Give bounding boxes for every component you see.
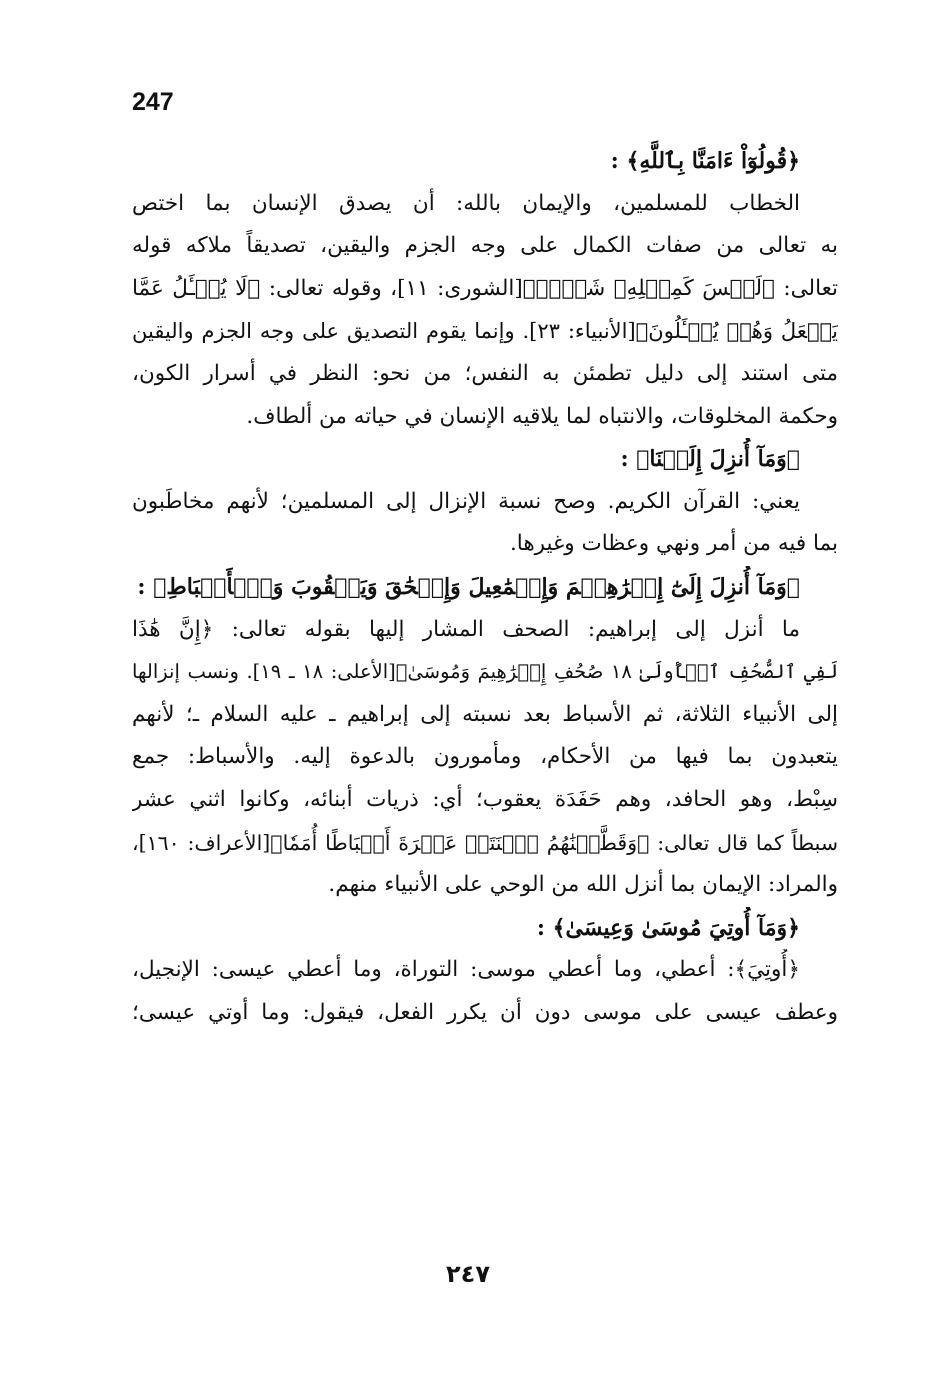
page-number-top: 247 — [132, 88, 174, 116]
body-line: به تعالى من صفات الكمال على وجه الجزم واليقين، تصديقاً ملاكه قوله — [132, 233, 838, 259]
body-line: يعني: القرآن الكريم. وصح نسبة الإنزال إلى المسلمين؛ لأنهم مخاطَبون — [132, 488, 800, 514]
body-line: سبطاً كما قال تعالى: ﴿وَقَطَّعۡنَٰهُمُ ٱثۡنَتَيۡ عَشۡرَةَ أَسۡبَاطًا أُمَمٗا﴾[الأعراف: ١٦٠]، — [132, 830, 838, 855]
body-line: وعطف عيسى على موسى دون أن يكرر الفعل، فيقول: وما أوتي عيسى؛ — [132, 999, 838, 1025]
body-line: متى استند إلى دليل تطمئن به النفس؛ من نحو: النظر في أسرار الكون، — [132, 360, 838, 386]
body-line: إلى الأنبياء الثلاثة، ثم الأسباط بعد نسبته إلى إبراهيم ـ عليه السلام ـ؛ لأنهم — [132, 701, 838, 727]
body-line: الخطاب للمسلمين، والإيمان بالله: أن يصدق الإنسان بما اختص — [132, 190, 800, 216]
section-heading: ﴿وَمَآ أُنزِلَ إِلَيۡنَا﴾ : — [620, 446, 800, 473]
body-line: يَفۡعَلُ وَهُمۡ يُسۡـَٔلُونَ﴾[الأنبياء: ٢٣]. وإنما يقوم التصديق على وجه الجزم واليقين — [132, 319, 838, 344]
body-line: بما فيه من أمر ونهي وعظات وغيرها. — [509, 531, 838, 557]
body-line: لَفِي ٱلصُّحُفِ ٱلۡأُولَىٰ ١٨ صُحُفِ إِبۡرَٰهِيمَ وَمُوسَىٰ﴾[الأعلى: ١٨ ـ ١٩]. ونسب إنزالها — [132, 660, 838, 684]
body-line: ما أنزل إلى إبراهيم: الصحف المشار إليها بقوله تعالى: ﴿إِنَّ هَٰذَا — [132, 616, 800, 642]
body-line: يتعبدون بما فيها من الأحكام، ومأمورون بالدعوة إليه. والأسباط: جمع — [132, 744, 838, 770]
body-line: وحكمة المخلوقات، والانتباه لما يلاقيه الإنسان في حياته من ألطاف. — [246, 403, 838, 429]
page-number-bottom: ٢٤٧ — [446, 1260, 490, 1288]
body-line: والمراد: الإيمان بما أنزل الله من الوحي على الأنبياء منهم. — [328, 872, 838, 898]
body-line: سِبْط، وهو الحافد، وهم حَفَدَة يعقوب؛ أي: ذريات أبنائه، وكانوا اثني عشر — [132, 786, 838, 812]
section-heading: ﴿قُولُوٓاْ ءَامَنَّا بِٱللَّهِ﴾ : — [610, 148, 800, 174]
body-line: ﴿أُوتِيَ﴾: أعطي، وما أعطي موسى: التوراة، وما أعطي عيسى: الإنجيل، — [132, 957, 800, 983]
section-heading: ﴿وَمَآ أُنزِلَ إِلَىٰٓ إِبۡرَٰهِـۧمَ وَإِسۡمَٰعِيلَ وَإِسۡحَٰقَ وَيَعۡقُوبَ وَٱلۡأَسۡبَاطِ﴾ : — [137, 573, 800, 600]
page-body — [132, 140, 838, 1034]
body-line: تعالى: ﴿لَيۡسَ كَمِثۡلِهِۦ شَيۡءٞ﴾[الشورى: ١١]، وقوله تعالى: ﴿لَا يُسۡـَٔلُ عَمَّا — [132, 275, 838, 301]
section-heading: ﴿وَمَآ أُوتِيَ مُوسَىٰ وَعِيسَىٰ﴾ : — [536, 914, 800, 941]
